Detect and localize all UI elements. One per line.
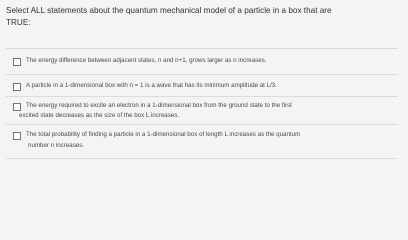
- answer-option-3[interactable]: [13, 101, 398, 111]
- divider: [6, 158, 398, 159]
- question-text-line-2: TRUE:: [6, 18, 31, 27]
- checkbox[interactable]: [13, 103, 21, 111]
- checkbox[interactable]: [13, 58, 21, 66]
- answer-option-text-continued: excited state decreases as the size of the box L increases.: [19, 112, 180, 119]
- answer-option-text: The energy required to excite an electron in a 1-dimensional box from the ground state to the first: [26, 102, 292, 109]
- checkbox[interactable]: [13, 83, 21, 91]
- answer-option-1[interactable]: [13, 56, 398, 66]
- answer-option-text: The total probability of finding a particle in a 1-dimensional box of length L increases as the quantum: [26, 131, 301, 138]
- answer-option-text-continued: number n increases.: [28, 142, 85, 149]
- divider: [6, 124, 398, 125]
- answer-option-4[interactable]: [13, 130, 398, 140]
- answer-option-4-continued: [28, 141, 408, 151]
- answer-option-text: The energy difference between adjacent states, n and n+1, grows larger as n increases.: [26, 57, 267, 64]
- answer-option-3-continued: [19, 111, 404, 121]
- divider: [6, 74, 398, 75]
- answer-option-text: A particle in a 1-dimensional box with n = 1 is a wave that has its minimum amplitude at L/3.: [26, 82, 277, 89]
- question-text-line-1: Select ALL statements about the quantum mechanical model of a particle in a box that are: [6, 6, 332, 15]
- divider: [6, 48, 398, 49]
- answer-option-2[interactable]: [13, 81, 398, 91]
- checkbox[interactable]: [13, 132, 21, 140]
- question-prompt: [6, 5, 402, 29]
- divider: [6, 96, 398, 97]
